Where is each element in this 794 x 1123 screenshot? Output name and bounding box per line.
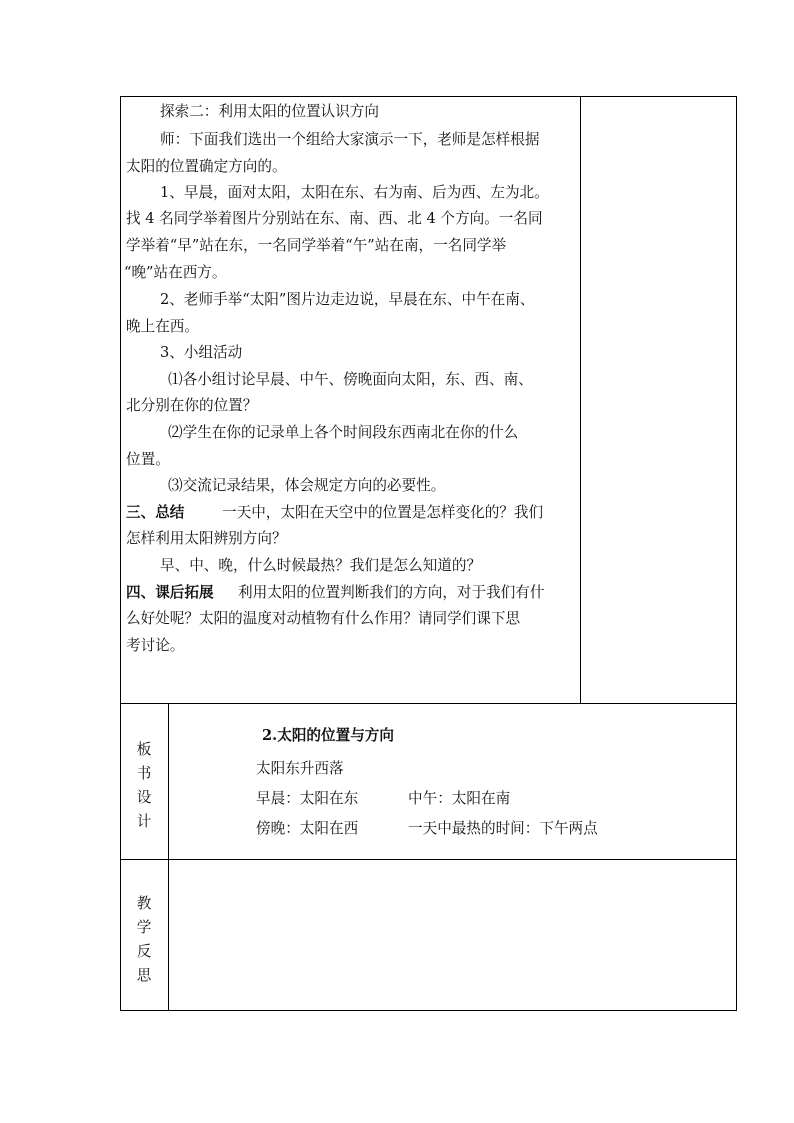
lesson-line: 晚上在西。 <box>126 318 199 335</box>
summary-text: 怎样利用太阳辨别方向？ <box>126 530 287 547</box>
summary-heading: 三、总结 <box>126 504 185 521</box>
extension-text: 么好处呢？太阳的温度对动植物有什么作用？请同学们课下思 <box>126 610 521 627</box>
reflection-label-char: 学 <box>136 919 152 936</box>
table-border-right <box>736 96 737 1011</box>
board-label-char: 设 <box>136 789 152 806</box>
board-line: 太阳东升西落 <box>256 760 344 777</box>
board-label-char: 书 <box>136 765 152 782</box>
board-label-char: 计 <box>136 813 152 830</box>
lesson-line: 探索二：利用太阳的位置认识方向 <box>160 103 379 120</box>
board-label-char: 板 <box>136 741 152 758</box>
extension-text: 利用太阳的位置判断我们的方向，对于我们有什 <box>238 584 545 601</box>
lesson-line: 1、早晨，面对太阳，太阳在东、右为南、后为西、左为北。 <box>160 184 549 201</box>
board-title: 2.太阳的位置与方向 <box>262 727 394 744</box>
lesson-line: ⑶交流记录结果，体会规定方向的必要性。 <box>168 477 446 494</box>
column-divider-notes <box>580 96 581 704</box>
lesson-line: 北分别在你的位置？ <box>126 397 258 414</box>
lesson-line: 2、老师手举“太阳”图片边走边说，早晨在东、中午在南、 <box>160 291 535 308</box>
lesson-line: 找 4 名同学举着图片分别站在东、南、西、北 4 个方向。一名同 <box>126 210 543 227</box>
lesson-line: 师：下面我们选出一个组给大家演示一下，老师是怎样根据 <box>160 131 540 148</box>
summary-text: 一天中，太阳在天空中的位置是怎样变化的？我们 <box>222 504 544 521</box>
board-hottest: 一天中最热的时间：下午两点 <box>408 820 598 837</box>
lesson-line: 学举着“早”站在东，一名同学举着“午”站在南，一名同学举 <box>126 237 507 254</box>
lesson-line: “晚”站在西方。 <box>124 264 227 281</box>
lesson-line: ⑴各小组讨论早晨、中午、傍晚面向太阳，东、西、南、 <box>168 371 533 388</box>
extension-text: 考讨论。 <box>126 637 185 654</box>
lesson-line: ⑵学生在你的记录单上各个时间段东西南北在你的什么 <box>168 424 519 441</box>
reflection-label-char: 思 <box>136 967 152 984</box>
reflection-label-char: 教 <box>136 895 152 912</box>
lesson-line: 位置。 <box>126 451 170 468</box>
reflection-content <box>169 860 736 1010</box>
row-divider-board <box>120 703 737 704</box>
table-border-bottom <box>120 1010 737 1011</box>
board-noon: 中午：太阳在南 <box>408 790 511 807</box>
table-border-left <box>120 96 121 1011</box>
board-evening: 傍晚：太阳在西 <box>256 820 359 837</box>
lesson-line: 太阳的位置确定方向的。 <box>126 158 287 175</box>
reflection-label-char: 反 <box>136 943 152 960</box>
lesson-line: 3、小组活动 <box>160 344 243 361</box>
extension-heading: 四、课后拓展 <box>126 584 214 601</box>
table-border-top <box>120 96 737 97</box>
board-morning: 早晨：太阳在东 <box>256 790 359 807</box>
summary-text: 早、中、晚，什么时候最热？我们是怎么知道的？ <box>160 557 482 574</box>
